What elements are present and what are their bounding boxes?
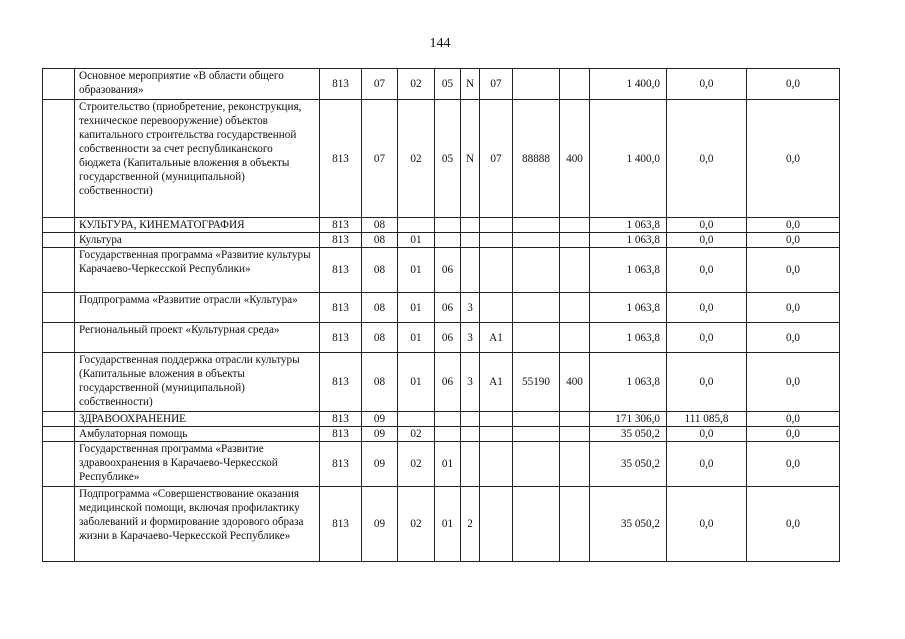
cell-event: 07 <box>480 100 513 218</box>
cell-amount-1: 1 063,8 <box>590 233 667 248</box>
table-row <box>43 427 840 442</box>
cell-amount-1: 1 063,8 <box>590 353 667 412</box>
cell-ministry: 813 <box>320 233 362 248</box>
cell-direction <box>513 412 560 427</box>
cell-subprogram <box>461 442 480 487</box>
cell-program <box>435 233 461 248</box>
cell-amount-3: 0,0 <box>747 323 840 353</box>
cell-ministry: 813 <box>320 353 362 412</box>
cell-event <box>480 412 513 427</box>
cell-index <box>43 248 75 293</box>
cell-subsection: 02 <box>398 69 435 100</box>
cell-subsection: 01 <box>398 323 435 353</box>
cell-program: 06 <box>435 353 461 412</box>
cell-amount-3: 0,0 <box>747 248 840 293</box>
cell-amount-2: 0,0 <box>667 427 747 442</box>
cell-amount-1: 1 063,8 <box>590 248 667 293</box>
cell-expense-type <box>560 218 590 233</box>
cell-amount-1: 35 050,2 <box>590 427 667 442</box>
cell-ministry: 813 <box>320 69 362 100</box>
cell-subsection <box>398 412 435 427</box>
cell-direction <box>513 427 560 442</box>
cell-amount-2: 0,0 <box>667 442 747 487</box>
cell-expense-type: 400 <box>560 100 590 218</box>
cell-amount-1: 1 063,8 <box>590 218 667 233</box>
cell-amount-3: 0,0 <box>747 233 840 248</box>
cell-amount-1: 1 063,8 <box>590 293 667 323</box>
table-row <box>43 233 840 248</box>
cell-subsection <box>398 218 435 233</box>
cell-index <box>43 69 75 100</box>
cell-subsection: 02 <box>398 487 435 562</box>
cell-subprogram <box>461 233 480 248</box>
cell-expense-type <box>560 248 590 293</box>
cell-amount-2: 111 085,8 <box>667 412 747 427</box>
cell-expense-type <box>560 427 590 442</box>
cell-direction <box>513 248 560 293</box>
row-name: Культура <box>75 233 320 248</box>
cell-amount-2: 0,0 <box>667 100 747 218</box>
cell-section: 08 <box>362 218 398 233</box>
cell-amount-1: 1 400,0 <box>590 100 667 218</box>
cell-expense-type <box>560 412 590 427</box>
cell-subprogram: 3 <box>461 323 480 353</box>
table-row <box>43 218 840 233</box>
cell-ministry: 813 <box>320 248 362 293</box>
cell-amount-1: 1 400,0 <box>590 69 667 100</box>
cell-section: 08 <box>362 323 398 353</box>
cell-event <box>480 293 513 323</box>
cell-amount-1: 1 063,8 <box>590 323 667 353</box>
cell-index <box>43 442 75 487</box>
cell-index <box>43 427 75 442</box>
cell-amount-3: 0,0 <box>747 487 840 562</box>
cell-section: 08 <box>362 248 398 293</box>
cell-ministry: 813 <box>320 323 362 353</box>
cell-event <box>480 233 513 248</box>
table-row <box>43 412 840 427</box>
cell-index <box>43 353 75 412</box>
row-name: Подпрограмма «Развитие отрасли «Культура» <box>75 293 320 323</box>
cell-expense-type <box>560 487 590 562</box>
cell-amount-2: 0,0 <box>667 69 747 100</box>
cell-amount-1: 171 306,0 <box>590 412 667 427</box>
cell-section: 09 <box>362 412 398 427</box>
cell-subprogram: N <box>461 69 480 100</box>
cell-amount-1: 35 050,2 <box>590 487 667 562</box>
row-name: Государственная программа «Развитие здравоохранения в Карачаево-Черкесской Республике» <box>75 442 320 487</box>
cell-index <box>43 233 75 248</box>
cell-event <box>480 218 513 233</box>
cell-ministry: 813 <box>320 427 362 442</box>
cell-subsection: 02 <box>398 442 435 487</box>
cell-ministry: 813 <box>320 487 362 562</box>
row-name: КУЛЬТУРА, КИНЕМАТОГРАФИЯ <box>75 218 320 233</box>
cell-amount-2: 0,0 <box>667 233 747 248</box>
cell-index <box>43 412 75 427</box>
cell-program: 06 <box>435 248 461 293</box>
cell-amount-3: 0,0 <box>747 293 840 323</box>
cell-expense-type <box>560 442 590 487</box>
cell-subprogram <box>461 248 480 293</box>
cell-event: A1 <box>480 323 513 353</box>
cell-amount-2: 0,0 <box>667 323 747 353</box>
cell-subsection: 02 <box>398 100 435 218</box>
cell-subprogram <box>461 218 480 233</box>
cell-amount-1: 35 050,2 <box>590 442 667 487</box>
cell-amount-3: 0,0 <box>747 353 840 412</box>
cell-subsection: 01 <box>398 233 435 248</box>
cell-ministry: 813 <box>320 218 362 233</box>
page-number: 144 <box>429 36 451 51</box>
cell-direction <box>513 323 560 353</box>
cell-ministry: 813 <box>320 412 362 427</box>
cell-direction <box>513 293 560 323</box>
row-name: Амбулаторная помощь <box>75 427 320 442</box>
cell-ministry: 813 <box>320 100 362 218</box>
cell-amount-3: 0,0 <box>747 442 840 487</box>
cell-subsection: 01 <box>398 293 435 323</box>
cell-direction <box>513 218 560 233</box>
cell-subprogram: 2 <box>461 487 480 562</box>
cell-amount-3: 0,0 <box>747 69 840 100</box>
cell-direction <box>513 233 560 248</box>
cell-event <box>480 248 513 293</box>
cell-direction: 88888 <box>513 100 560 218</box>
cell-expense-type <box>560 323 590 353</box>
cell-expense-type <box>560 69 590 100</box>
table-row <box>43 487 840 562</box>
cell-event <box>480 487 513 562</box>
cell-section: 07 <box>362 100 398 218</box>
row-name: Государственная программа «Развитие культуры Карачаево-Черкесской Республики» <box>75 248 320 293</box>
cell-event <box>480 442 513 487</box>
cell-amount-3: 0,0 <box>747 427 840 442</box>
cell-amount-2: 0,0 <box>667 248 747 293</box>
cell-amount-3: 0,0 <box>747 412 840 427</box>
table-row <box>43 323 840 353</box>
table-row <box>43 69 840 100</box>
table-row <box>43 353 840 412</box>
cell-amount-2: 0,0 <box>667 487 747 562</box>
cell-program: 06 <box>435 323 461 353</box>
cell-subsection: 01 <box>398 248 435 293</box>
cell-expense-type: 400 <box>560 353 590 412</box>
cell-program: 06 <box>435 293 461 323</box>
table-row <box>43 293 840 323</box>
cell-amount-3: 0,0 <box>747 218 840 233</box>
cell-section: 08 <box>362 293 398 323</box>
cell-index <box>43 218 75 233</box>
cell-amount-3: 0,0 <box>747 100 840 218</box>
row-name: ЗДРАВООХРАНЕНИЕ <box>75 412 320 427</box>
cell-subsection: 01 <box>398 353 435 412</box>
row-name: Региональный проект «Культурная среда» <box>75 323 320 353</box>
row-name: Основное мероприятие «В области общего образования» <box>75 69 320 100</box>
cell-subprogram: N <box>461 100 480 218</box>
cell-amount-2: 0,0 <box>667 218 747 233</box>
cell-direction <box>513 69 560 100</box>
cell-program: 05 <box>435 100 461 218</box>
table-row <box>43 442 840 487</box>
cell-program <box>435 218 461 233</box>
cell-section: 09 <box>362 487 398 562</box>
cell-subprogram: 3 <box>461 353 480 412</box>
cell-direction <box>513 487 560 562</box>
cell-section: 07 <box>362 69 398 100</box>
table-body <box>43 69 840 562</box>
cell-subprogram: 3 <box>461 293 480 323</box>
cell-amount-2: 0,0 <box>667 353 747 412</box>
cell-direction <box>513 442 560 487</box>
cell-expense-type <box>560 233 590 248</box>
cell-index <box>43 323 75 353</box>
table-row <box>43 248 840 293</box>
cell-program <box>435 427 461 442</box>
cell-event: 07 <box>480 69 513 100</box>
cell-section: 09 <box>362 427 398 442</box>
budget-table <box>42 68 840 562</box>
cell-event: A1 <box>480 353 513 412</box>
row-name: Государственная поддержка отрасли культуры (Капитальные вложения в объекты государственной (муниципальной) собственности) <box>75 353 320 412</box>
cell-program: 05 <box>435 69 461 100</box>
cell-program: 01 <box>435 442 461 487</box>
cell-subprogram <box>461 427 480 442</box>
cell-section: 08 <box>362 233 398 248</box>
cell-subsection: 02 <box>398 427 435 442</box>
cell-section: 08 <box>362 353 398 412</box>
cell-section: 09 <box>362 442 398 487</box>
cell-ministry: 813 <box>320 442 362 487</box>
cell-ministry: 813 <box>320 293 362 323</box>
cell-index <box>43 293 75 323</box>
row-name: Строительство (приобретение, реконструкция, техническое перевооружение) объектов капитального строительства государственной собственности за счет республиканского бюджета (Капитальные вложения в объекты государственной (муниципальной) собственности) <box>75 100 320 218</box>
row-name: Подпрограмма «Совершенствование оказания медицинской помощи, включая профилактику заболеваний и формирование здорового образа жизни в Карачаево-Черкесской Республике» <box>75 487 320 562</box>
cell-index <box>43 100 75 218</box>
cell-program: 01 <box>435 487 461 562</box>
cell-program <box>435 412 461 427</box>
cell-direction: 55190 <box>513 353 560 412</box>
cell-index <box>43 487 75 562</box>
cell-event <box>480 427 513 442</box>
cell-expense-type <box>560 293 590 323</box>
table-row <box>43 100 840 218</box>
cell-subprogram <box>461 412 480 427</box>
cell-amount-2: 0,0 <box>667 293 747 323</box>
